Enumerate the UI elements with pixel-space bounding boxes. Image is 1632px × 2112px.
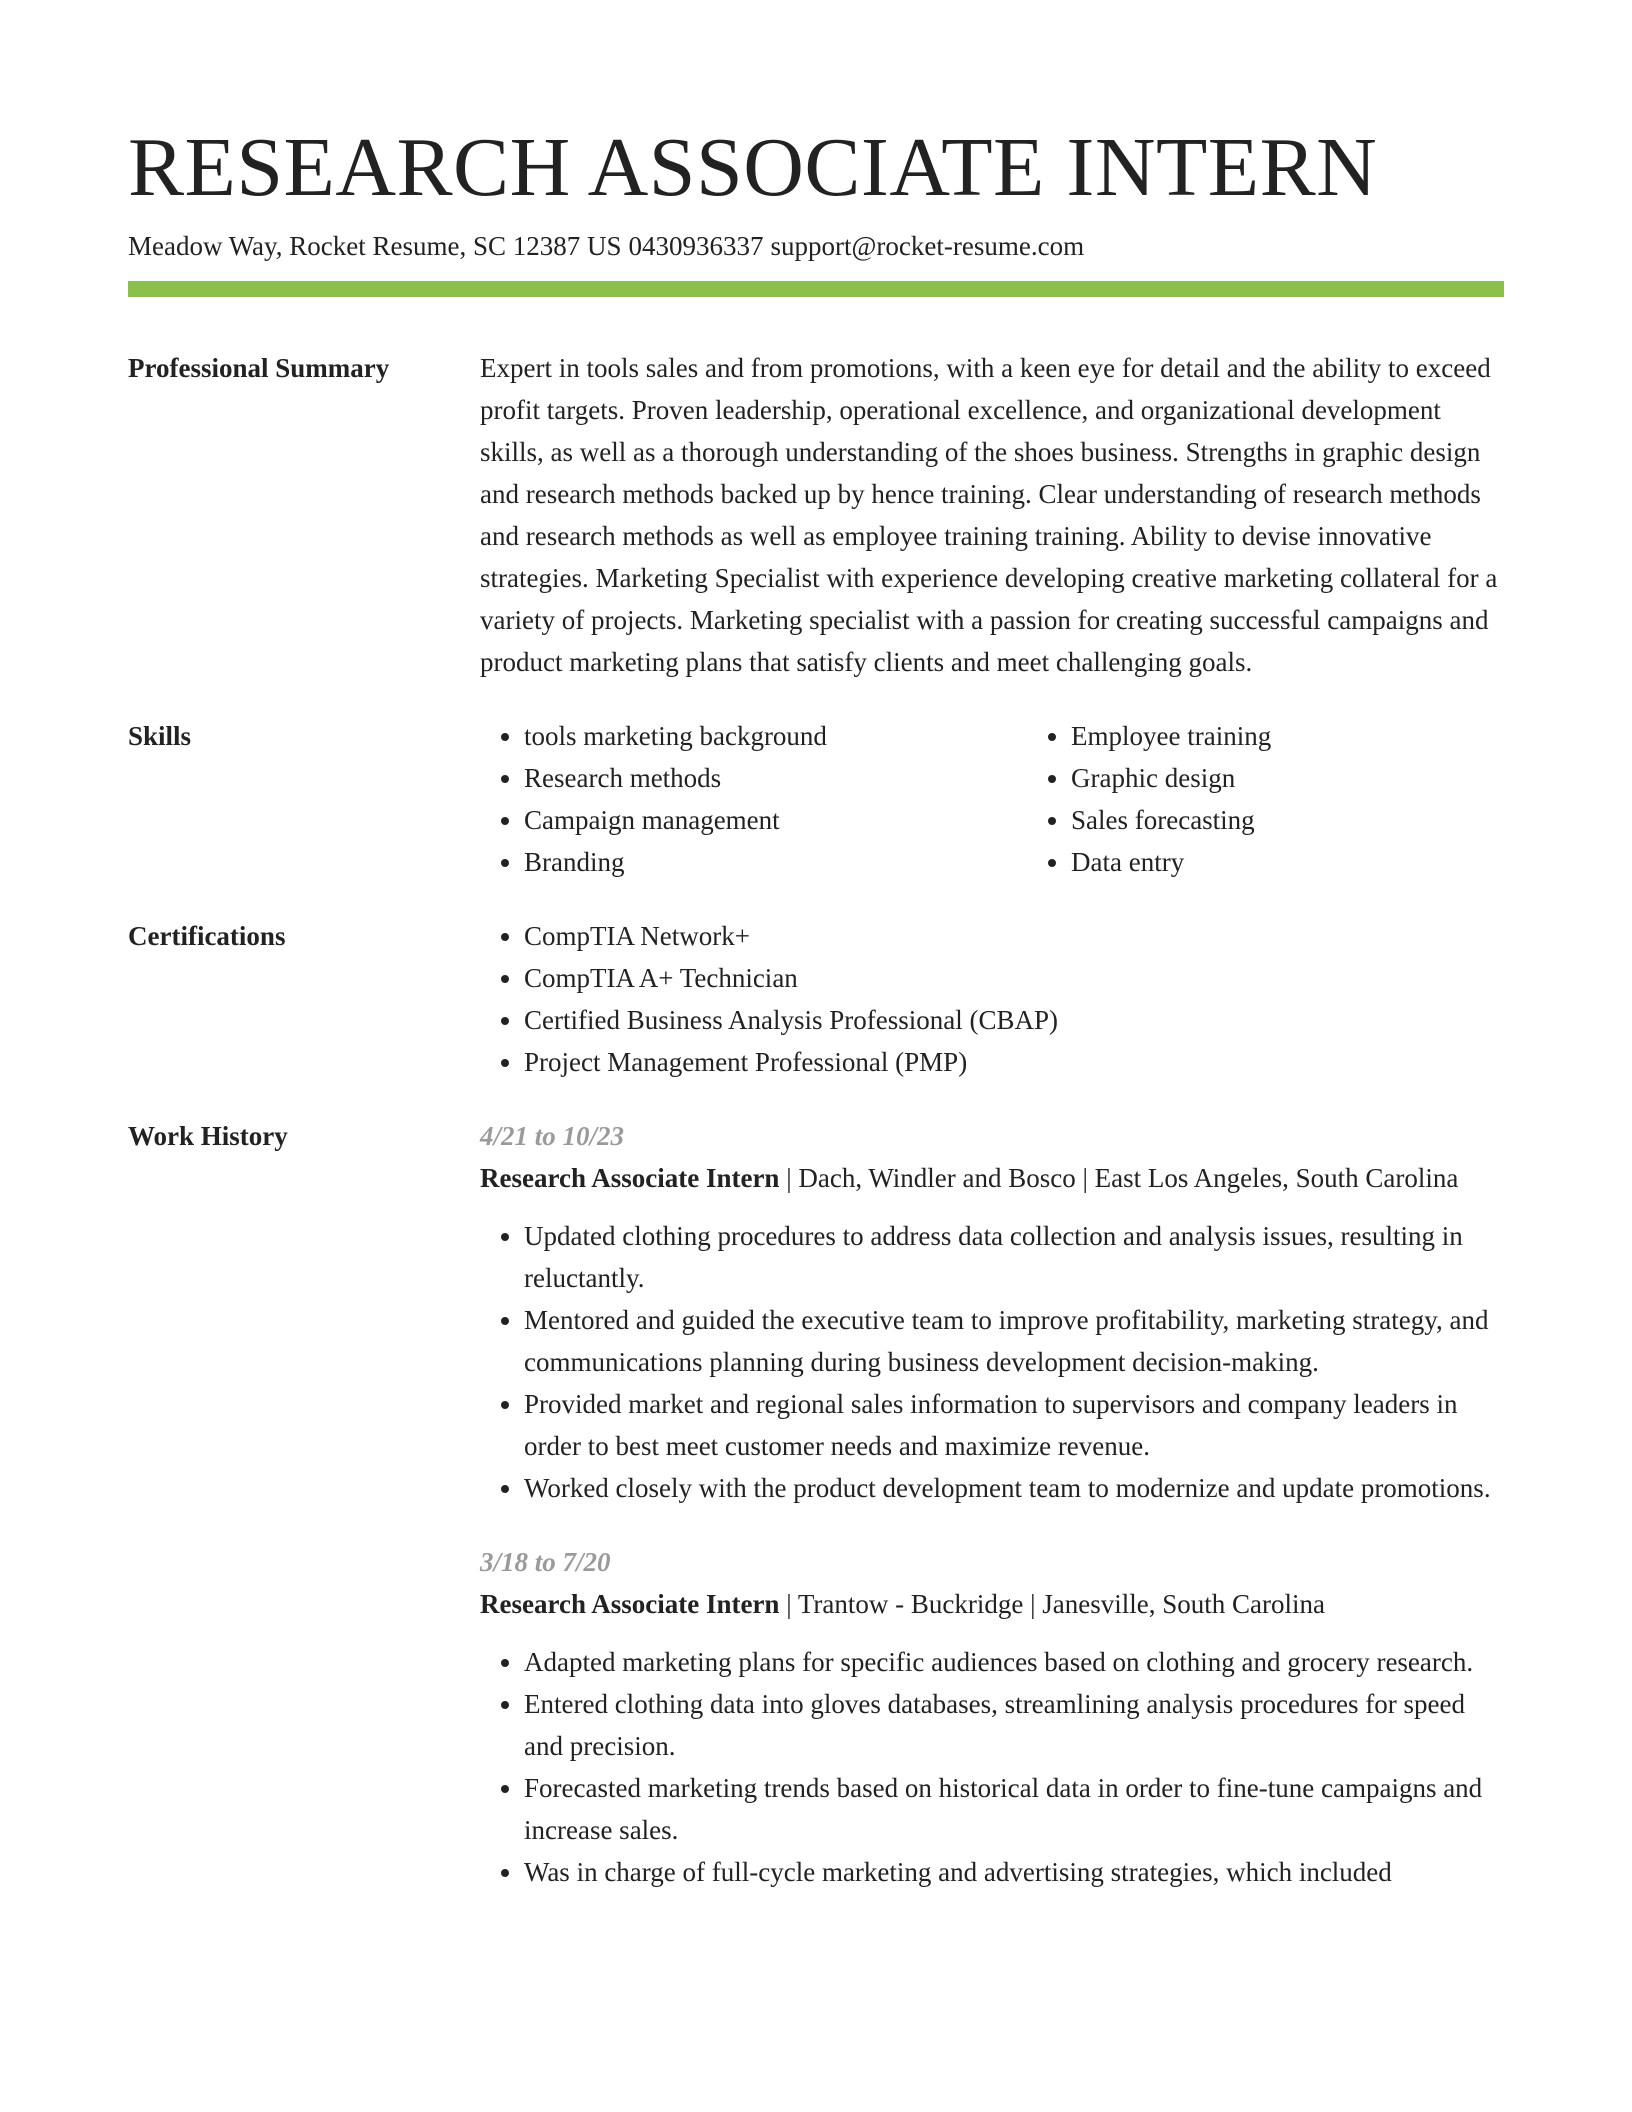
summary-heading: Professional Summary [128, 353, 390, 383]
job-details: | Trantow - Buckridge | Janesville, South Carolina [779, 1589, 1325, 1619]
contact-phone: 0430936337 [628, 231, 764, 261]
resume-page [128, 118, 1504, 1893]
job-title: Research Associate Intern [480, 1163, 780, 1193]
candidate-name: RESEARCH ASSOCIATE INTERN [128, 121, 1378, 214]
certifications-section [128, 915, 1504, 1083]
job-details: | Dach, Windler and Bosco | East Los Angeles, South Carolina [779, 1163, 1459, 1193]
job-dates: 4/21 to 10/23 [480, 1121, 625, 1151]
certification-item: • CompTIA Network+ [524, 915, 1504, 957]
job-entry [480, 1115, 1504, 1509]
skill-item: • Employee training [1071, 715, 1574, 757]
job-duties-list [480, 1641, 1504, 1893]
skill-item: • Branding [524, 841, 1027, 883]
job-duty: • Was in charge of full-cycle marketing and advertising strategies, which included [524, 1851, 1504, 1893]
summary-text: Expert in tools sales and from promotions, with a keen eye for detail and the ability to exceed profit targets. Proven leadership, operational excellence, and organizational development skills, as well as a thorough understanding of the shoes business. Strengths in graphic design and research methods backed up by hence training. Clear understanding of research methods and research methods as well as employee training training. Ability to devise innovative strategies. Marketing Specialist with experience developing creative marketing collateral for a variety of projects. Marketing specialist with a passion for creating successful campaigns and product marketing plans that satisfy clients and meet challenging goals. [480, 353, 1498, 677]
contact-email[interactable]: support@rocket-resume.com [770, 231, 1085, 261]
job-duty: • Worked closely with the product development team to modernize and update promotions. [524, 1467, 1504, 1509]
skill-item: • tools marketing background [524, 715, 1027, 757]
certifications-heading: Certifications [128, 921, 286, 951]
skills-list-right [1027, 715, 1574, 883]
job-duty: • Provided market and regional sales information to supervisors and company leaders in order to best meet customer needs and maximize revenue. [524, 1383, 1504, 1467]
work-history-section [128, 1115, 1504, 1893]
job-heading [480, 1157, 1504, 1199]
job-title: Research Associate Intern [480, 1589, 780, 1619]
skills-list-left [480, 715, 1027, 883]
header-divider [128, 281, 1504, 297]
skill-item: • Graphic design [1071, 757, 1574, 799]
skill-item: • Data entry [1071, 841, 1574, 883]
job-duty: • Forecasted marketing trends based on historical data in order to fine-tune campaigns and increase sales. [524, 1767, 1504, 1851]
job-heading [480, 1583, 1504, 1625]
skill-item: • Sales forecasting [1071, 799, 1574, 841]
work-history-body [480, 1115, 1504, 1893]
summary-section [128, 347, 1504, 683]
skill-item: • Research methods [524, 757, 1027, 799]
contact-line [128, 228, 1504, 264]
job-duty: • Adapted marketing plans for specific audiences based on clothing and grocery research. [524, 1641, 1504, 1683]
skills-heading: Skills [128, 721, 192, 751]
certification-item: • Project Management Professional (PMP) [524, 1041, 1504, 1083]
job-duties-list [480, 1215, 1504, 1509]
job-dates: 3/18 to 7/20 [480, 1547, 611, 1577]
job-duty: • Mentored and guided the executive team to improve profitability, marketing strategy, and communications planning during business development decision-making. [524, 1299, 1504, 1383]
skills-columns [480, 715, 1574, 883]
contact-address: Meadow Way, Rocket Resume, SC 12387 US [128, 231, 622, 261]
work-history-heading: Work History [128, 1121, 288, 1151]
skills-section [128, 715, 1504, 883]
job-duty: • Entered clothing data into gloves databases, streamlining analysis procedures for speed and precision. [524, 1683, 1504, 1767]
certifications-body [480, 915, 1504, 1083]
job-duty: • Updated clothing procedures to address data collection and analysis issues, resulting in reluctantly. [524, 1215, 1504, 1299]
skill-item: • Campaign management [524, 799, 1027, 841]
certifications-list [480, 915, 1504, 1083]
certification-item: • CompTIA A+ Technician [524, 957, 1504, 999]
certification-item: • Certified Business Analysis Professional (CBAP) [524, 999, 1504, 1041]
job-entry [480, 1541, 1504, 1893]
